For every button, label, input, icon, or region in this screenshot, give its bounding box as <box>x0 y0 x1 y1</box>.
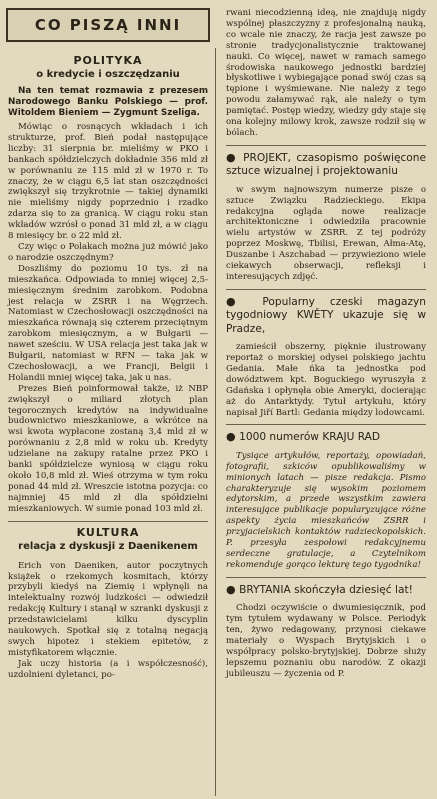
bullet-icon: ● <box>226 150 244 164</box>
section-separator <box>226 289 426 290</box>
kultura-subtitle: relacja z dyskusji z Daenikenem <box>18 540 198 552</box>
politics-subtitle: o kredycie i oszczędzaniu <box>36 69 180 80</box>
projekt-heading-text: PROJEKT, czasopismo poświęcone sztuce wizualnej i projektowaniu <box>226 151 426 178</box>
politics-section-title: POLITYKA <box>73 54 143 67</box>
politics-lead: Na ten temat rozmawia z prezesem Narodowego Banku Polskiego — prof. Witoldem Bieniem — Zygmunt Szeliga. <box>8 86 208 118</box>
kultura-paragraph-1: Erich von Daeniken, autor poczytnych książek o rzekomych kosmitach, którzy przybyli kiedyś na Ziemię i wpłynęli na intelektualny rozwój ludzkości — odwiedził redakcję Kultury i stanął w szranki dyskusji z przedstawicielami kilku dyscyplin naukowych. Spotkał się z totalną negacją swych hipotez i stekiem epitetów, z mistyfikatorem włącznie. <box>8 560 208 658</box>
kultura-paragraph-2: Jak uczy historia (a i współczesność), uzdolnieni dyletanci, po- <box>8 658 208 680</box>
section-separator <box>226 577 426 578</box>
projekt-body: w swym najnowszym numerze pisze o sztuce Związku Radzieckiego. Ekipa redakcyjna ogląda nowe realizacje architektoniczne i odwiedziła pracownie wielu artystów w ZSRR. Z tej podróży poprzez Moskwę, Tbilisi, Erewan, Ałma-Atę, Duszanbe i Aszchabad — przywieziono wiele ciekawych obserwacji, refleksji i interesujących zdjęć. <box>226 184 426 282</box>
kultura-continuation: rwani niecodzienną ideą, nie znajdują nigdy wspólnej płaszczyzny z profesjonalną nauką, co wcale nie znaczy, że racja jest zawsze po stronie tradycjonalistycznie traktowanej nauki. Co więcej, nawet w ramach samego środowiska naukowego jednostki bardziej błyskotliwe i wybiegające ponad swój czas są tępione i wyśmiewane. Nie należy z tego powodu załamywać rąk, ale należy o tym pamiętać. Postęp wiedzy, wiedzy gdy staje się ona kolejny milowy krok, zawsze rodził się w bólach. <box>226 8 426 138</box>
kwety-heading <box>226 295 426 336</box>
section-separator <box>226 424 426 425</box>
section-separator <box>8 521 208 522</box>
kraj-heading-text: 1000 numerów KRAJU RAD <box>239 431 381 444</box>
kraj-body: Tysiące artykułów, reportaży, opowiadań, fotografii, szkiców opublikowaliśmy w minionych latach — pisze redakcja. Pismo charakteryzuje się wysokim poziomem edytorskim, a przede wszystkim zawiera interesujące publikacje popularyzujące różne aspekty życia mieszkańców ZSRR i przyjacielskich kontaktów radzieckopolskich. P. przesyła zespołowi redakcyjnemu serdeczne gratulacje, a Czytelnikom rekomenduje gorąco lekturę tego tygodnika! <box>226 450 426 570</box>
bullet-icon: ● <box>226 582 240 596</box>
kwety-body: zamieścił obszerny, pięknie ilustrowany reportaż o morskiej odysei polskiego jachtu Gedania. Małe ńka ta jednostka pod dowództwem kpt. Boguckiego wyruszyła z Gdańska i opłynęła obie Ameryki, docierając aż do Antarktydy. Tytuł artykułu, który napisał Jiří Bartl: Gedania między lodowcami. <box>226 342 426 418</box>
brytania-body: Chodzi oczywiście o dwumiesięcznik, pod tym tytułem wydawany w Polsce. Periodyk ten, żywo redagowany, przynosi ciekawe materiały o Wyspach Brytyjskich i o współpracy polsko-brytyjskiej. Dobrze służy lepszemu poznaniu obu narodów. Z okazji jubileuszu — życzenia od P. <box>226 603 426 679</box>
bullet-icon: ● <box>226 430 240 444</box>
politics-paragraph-1: Mówiąc o rosnących wkładach i ich strukturze, prof. Bień podał następujące liczby: 31 sierpnia br. mieliśmy w PKO i bankach spółdzielczych dokładnie 356 mld zł w porównaniu ze 115 mld zł w 1970 r. To znaczy, że w ciągu 6,5 lat stan oszczędności zwiększył się trzykrotnie — takiej dynamiki nie mieliśmy nigdy poprzednio i rzadko zdarza się to za granicą. W ciągu roku stan wkładów wzrósł o ponad 31 mld zł, a w ciągu 8 miesięcy br. o 22 mld zł. <box>8 122 208 242</box>
brytania-heading <box>226 583 426 597</box>
politics-paragraph-2: Czy więc o Polakach można już mówić jako o narodzie oszczędnym? <box>8 241 208 263</box>
kraj-heading <box>226 430 426 444</box>
column-divider <box>215 48 216 796</box>
kwety-heading-text: Popularny czeski magazyn tygodniowy KWĚTY ukazuje się w Pradze, <box>226 295 426 335</box>
section-separator <box>226 145 426 146</box>
bullet-icon: ● <box>226 294 263 308</box>
left-column <box>8 54 208 681</box>
brytania-heading-text: BRYTANIA skończyła dziesięć lat! <box>239 583 413 596</box>
column-masthead <box>6 8 210 42</box>
politics-paragraph-3: Doszliśmy do poziomu 10 tys. zł na mieszkańca. Odpowiada to mniej więcej 2,5-miesięcznym średnim zarobkom. Podobna jest relacja w ZSRR i na Węgrzech. Natomiast w Czechosłowacji oszczędności na mieszkańca równają się czterem przeciętnym zarobkom miesięcznym, a w Bułgarii — nawet sześciu. W USA relacja jest taka jak w Bułgarii, natomiast w RFN — taka jak w Czechosłowacji, a we Francji, Belgii i Holandii mniej więcej taka, jak u nas. <box>8 263 208 383</box>
kultura-section-title: KULTURA <box>76 525 140 539</box>
right-column <box>226 8 426 680</box>
politics-paragraph-4: Prezes Bień poinformował także, iż NBP zwiększył o miliard złotych plan tegorocznych kredytów na indywidualne budownictwo mieszkaniowe, a wkrótce na wsi kwota wypłacone zostaną 3,4 mld zł w porównaniu z 2,8 mld w roku ub. Kredyty udzielane na zakupy ratalne przez PKO i banki spółdzielcze wyniosą w ciągu roku około 10,8 mld zł. Wieś otrzyma w tym roku ponad 44 mld zł. Wreszcie istotna pozycja: co najmniej 45 mld zł dla spółdzielni mieszkaniowych. W sumie ponad 103 mld zł. <box>8 383 208 514</box>
masthead-title: CO PISZĄ INNI <box>34 16 182 34</box>
projekt-heading <box>226 151 426 179</box>
